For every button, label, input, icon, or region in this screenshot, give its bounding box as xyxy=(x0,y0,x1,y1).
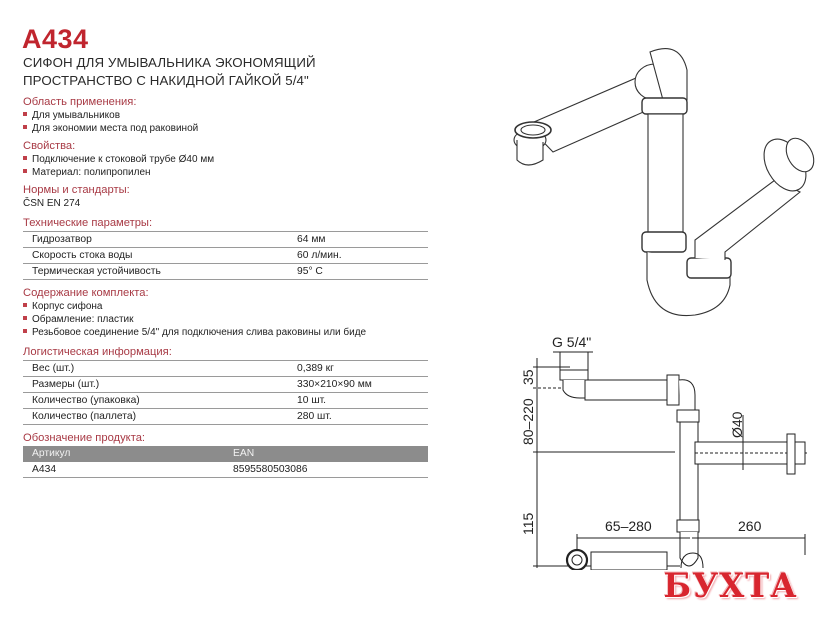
dim-height-bottom: 115 xyxy=(520,512,536,535)
application-item: Для экономии места под раковиной xyxy=(23,122,198,135)
product-title-line-1: СИФОН ДЛЯ УМЫВАЛЬНИКА ЭКОНОМЯЩИЙ xyxy=(23,55,316,70)
application-item: Для умывальников xyxy=(23,109,120,122)
dim-diameter: Ø40 xyxy=(729,411,745,438)
dim-height-adjust: 80–220 xyxy=(520,398,536,445)
kit-item: Резьбовое соединение 5/4" для подключения слива раковины или биде xyxy=(23,326,366,339)
product-title-line-2: ПРОСТРАНСТВО С НАКИДНОЙ ГАЙКОЙ 5/4" xyxy=(23,73,309,88)
table-row: Вес (шт.) 0,389 кг xyxy=(23,360,428,376)
table-row: Количество (упаковка) 10 шт. xyxy=(23,392,428,408)
siphon-top-view-drawing xyxy=(505,510,825,570)
logistics-table xyxy=(23,360,428,425)
dim-width-adjust: 65–280 xyxy=(605,518,652,534)
properties-item: Материал: полипропилен xyxy=(23,166,151,179)
bullet-icon xyxy=(23,112,27,116)
siphon-isometric-drawing xyxy=(505,20,825,320)
table-row: Количество (паллета) 280 шт. xyxy=(23,408,428,425)
bullet-icon xyxy=(23,169,27,173)
kit-item: Обрамление: пластик xyxy=(23,313,133,326)
table-row: Термическая устойчивость 95° C xyxy=(23,263,428,280)
logistics-heading: Логистическая информация: xyxy=(23,346,172,358)
bullet-icon xyxy=(23,303,27,307)
designation-heading: Обозначение продукта: xyxy=(23,432,146,444)
thread-label: G 5/4" xyxy=(552,334,592,350)
designation-table xyxy=(23,446,428,478)
product-title xyxy=(23,54,316,90)
kit-heading: Содержание комплекта: xyxy=(23,287,149,299)
table-row: A434 8595580503086 xyxy=(23,462,428,478)
bullet-icon xyxy=(23,329,27,333)
table-row: Скорость стока воды 60 л/мин. xyxy=(23,247,428,263)
properties-heading: Свойства: xyxy=(23,140,76,152)
standards-heading: Нормы и стандарты: xyxy=(23,184,130,196)
table-row: Гидрозатвор 64 мм xyxy=(23,231,428,247)
bullet-icon xyxy=(23,125,27,129)
product-code: A434 xyxy=(22,24,89,54)
bullet-icon xyxy=(23,156,27,160)
dim-height-top: 35 xyxy=(520,369,536,385)
table-header: Артикул EAN xyxy=(23,446,428,462)
bullet-icon xyxy=(23,316,27,320)
table-row: Размеры (шт.) 330×210×90 мм xyxy=(23,376,428,392)
dim-width-outlet: 260 xyxy=(738,518,762,534)
kit-item: Корпус сифона xyxy=(23,300,103,313)
properties-item: Подключение к стоковой трубе Ø40 мм xyxy=(23,153,214,166)
application-heading: Область применения: xyxy=(23,96,137,108)
technical-table xyxy=(23,231,428,280)
watermark-logo: БУХТА xyxy=(663,566,798,606)
standards-value: ČSN EN 274 xyxy=(23,198,81,209)
technical-heading: Технические параметры: xyxy=(23,217,153,229)
